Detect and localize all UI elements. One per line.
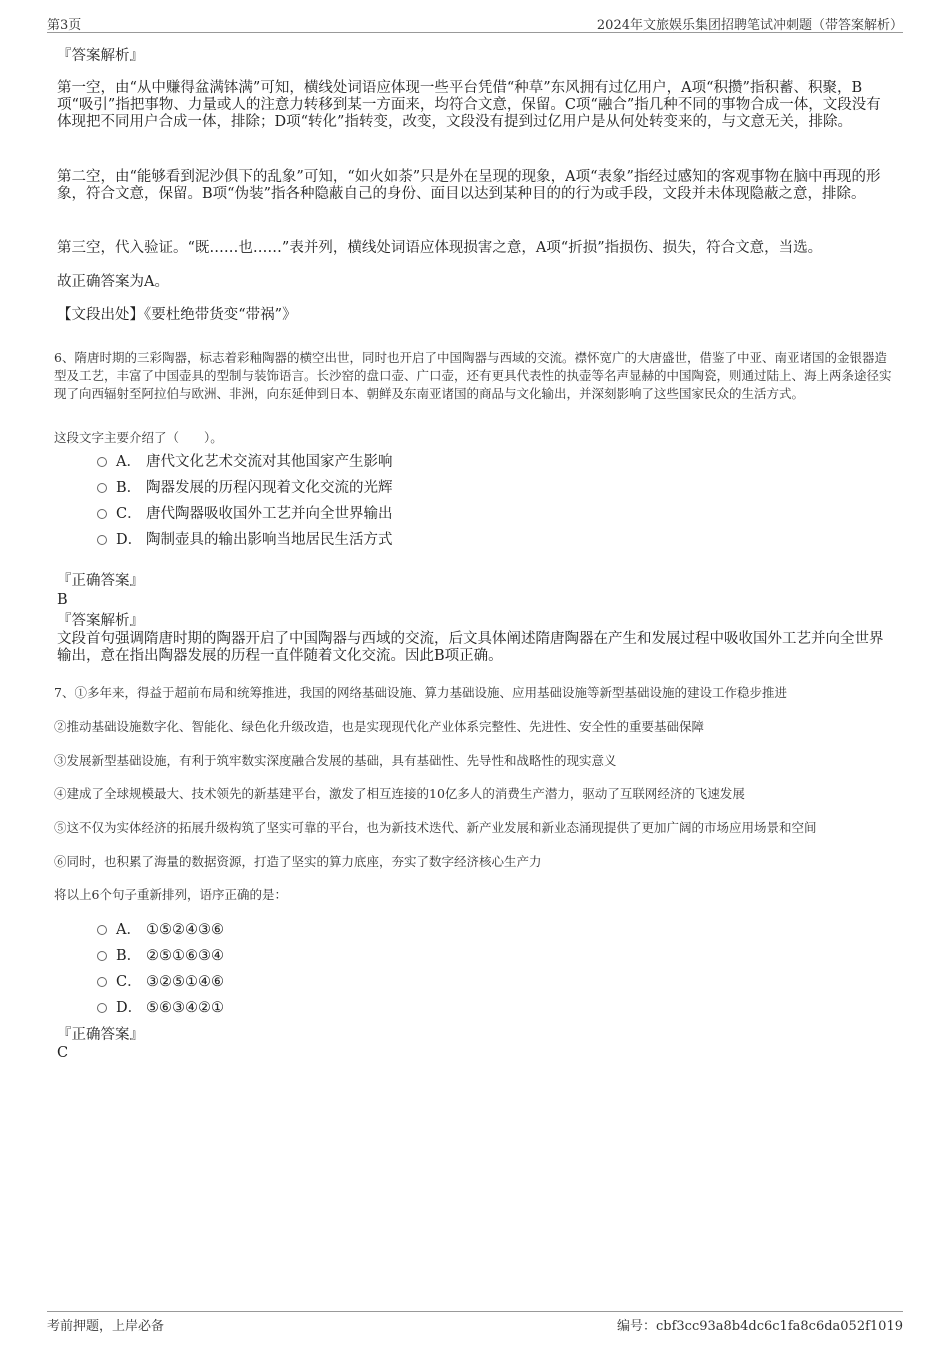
analysis-para-1: 第一空，由“从中赚得盆满钵满”可知，横线处词语应体现一些平台凭借“种草”东风拥有过亿用户，A项“积攒”指积蓄、积聚，B项“吸引”指把事物、力量或人的注意力转移到某一方面来，均符合文意，保留。C项“融合”指几种不同的事物合成一体，文段没有体现把不同用户合成一体，排除；D项“转化”指转变，改变，文段没有提到过亿用户是从何处转变来的，与文意无关，排除。 — [57, 80, 881, 130]
source-citation: 【文段出处】《要杜绝带货变“带祸”》 — [57, 307, 297, 323]
q6-analysis: 文段首句强调隋唐时期的陶器开启了中国陶器与西域的交流，后文具体阐述隋唐陶器在产生和发展过程中吸收国外工艺并向全世界输出，意在指出陶器发展的历程一直伴随着文化交流。因此B项正确。 — [57, 631, 884, 664]
q6-option-a[interactable]: A． 唐代文化艺术交流对其他国家产生影响 — [97, 453, 393, 471]
q7-option-a[interactable]: A． ①⑤②④③⑥ — [97, 921, 224, 939]
analysis-label: 『答案解析』 — [57, 48, 144, 64]
q7-sentence-5: ⑤这不仅为实体经济的拓展升级构筑了坚实可靠的平台，也为新技术迭代、新产业发展和新业态涌现提供了更加广阔的市场应用场景和空间 — [54, 820, 817, 835]
q6-analysis-label: 『答案解析』 — [57, 613, 144, 629]
radio-icon[interactable] — [97, 1003, 107, 1013]
q7-option-c[interactable]: C． ③②⑤①④⑥ — [97, 973, 224, 991]
q6-prompt: 这段文字主要介绍了（ ）。 — [54, 430, 223, 445]
q7-sentence-3: ③发展新型基础设施，有利于筑牢数实深度融合发展的基础，具有基础性、先导性和战略性的现实意义 — [54, 753, 617, 768]
analysis-para-3: 第三空，代入验证。“既……也……”表并列，横线处词语应体现损害之意，A项“折损”指损伤、损失，符合文意，当选。 — [57, 240, 823, 256]
q6-option-b[interactable]: B． 陶器发展的历程闪现着文化交流的光辉 — [97, 479, 393, 497]
radio-icon[interactable] — [97, 951, 107, 961]
q7-sentence-6: ⑥同时，也积累了海量的数据资源，打造了坚实的算力底座，夯实了数字经济核心生产力 — [54, 854, 542, 869]
radio-icon[interactable] — [97, 509, 107, 519]
page-number: 第3页 — [47, 18, 82, 33]
q6-stem: 6、隋唐时期的三彩陶器，标志着彩釉陶器的横空出世，同时也开启了中国陶器与西域的交流。襟怀宽广的大唐盛世，借鉴了中亚、南亚诸国的金银器造型及工艺，丰富了中国壶具的型制与装饰语言。长沙窑的盘口壶、广口壶，还有更具代表性的执壶等名声显赫的中国陶瓷，则通过陆上、海上两条途径实现了向西辐射至阿拉伯与欧洲、非洲，向东延伸到日本、朝鲜及东南亚诸国的商品与文化输出，并深刻影响了这些国家民众的生活方式。 — [54, 350, 892, 401]
radio-icon[interactable] — [97, 977, 107, 987]
q6-option-d[interactable]: D． 陶制壶具的输出影响当地居民生活方式 — [97, 531, 393, 549]
footer-slogan: 考前押题，上岸必备 — [47, 1319, 165, 1334]
document-id: 编号：cbf3cc93a8b4dc6c1fa8c6da052f1019 — [617, 1319, 903, 1334]
q6-option-c[interactable]: C． 唐代陶器吸收国外工艺并向全世界输出 — [97, 505, 393, 523]
q7-option-b[interactable]: B． ②⑤①⑥③④ — [97, 947, 224, 965]
conclusion: 故正确答案为A。 — [57, 274, 169, 290]
radio-icon[interactable] — [97, 925, 107, 935]
radio-icon[interactable] — [97, 457, 107, 467]
radio-icon[interactable] — [97, 483, 107, 493]
analysis-para-2: 第二空，由“能够看到泥沙俱下的乱象”可知，“如火如荼”只是外在呈现的现象，A项“表象”指经过感知的客观事物在脑中再现的形象，符合文意，保留。B项“伪装”指各种隐蔽自己的身份、面目以达到某种目的的行为或手段，文段并未体现隐蔽之意，排除。 — [57, 169, 881, 202]
q6-answer-label: 『正确答案』 — [57, 573, 144, 589]
q7-sentence-1: 7、①多年来，得益于超前布局和统筹推进，我国的网络基础设施、算力基础设施、应用基础设施等新型基础设施的建设工作稳步推进 — [54, 685, 787, 700]
q7-prompt: 将以上6个句子重新排列，语序正确的是： — [54, 887, 287, 902]
q6-answer: B — [57, 592, 68, 608]
q7-sentence-2: ②推动基础设施数字化、智能化、绿色化升级改造，也是实现现代化产业体系完整性、先进性、安全性的重要基础保障 — [54, 719, 705, 734]
q7-option-d[interactable]: D． ⑤⑥③④②① — [97, 999, 224, 1017]
q7-answer-label: 『正确答案』 — [57, 1027, 144, 1043]
page-header — [47, 10, 903, 33]
radio-icon[interactable] — [97, 535, 107, 545]
q7-sentence-4: ④建成了全球规模最大、技术领先的新基建平台，激发了相互连接的10亿多人的消费生产潜力，驱动了互联网经济的飞速发展 — [54, 786, 745, 801]
q7-answer: C — [57, 1045, 69, 1061]
document-title: 2024年文旅娱乐集团招聘笔试冲刺题（带答案解析） — [596, 18, 903, 33]
page-footer — [47, 1311, 903, 1336]
